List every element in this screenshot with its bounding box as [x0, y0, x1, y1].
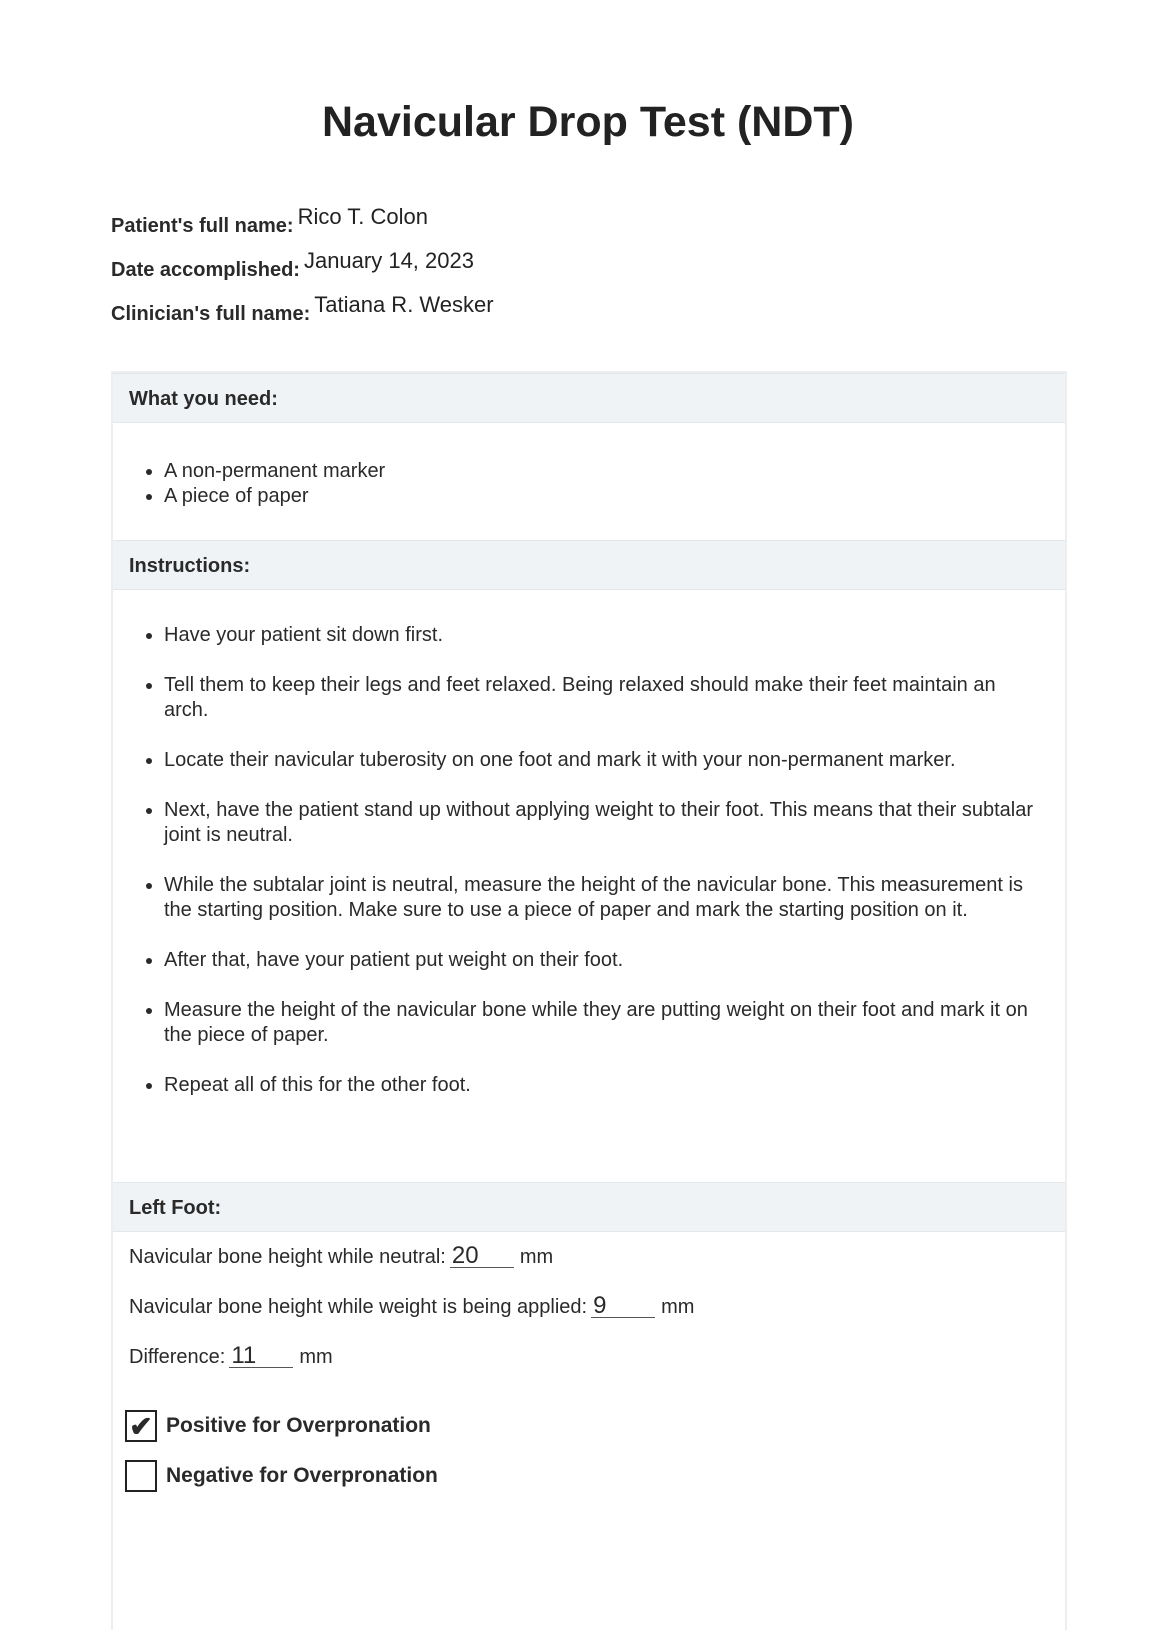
list-item: • Repeat all of this for the other foot.: [164, 1073, 1044, 1098]
list-item: • While the subtalar joint is neutral, measure the height of the navicular bone. This measurement is the starting position. Make sure to use a piece of paper and mark the starting position on it.: [164, 873, 1044, 923]
list-item: • Tell them to keep their legs and feet relaxed. Being relaxed should make their feet maintain an arch.: [164, 673, 1044, 723]
left-foot-heading: Left Foot:: [113, 1182, 1065, 1232]
list-item: • Have your patient sit down first.: [164, 623, 1044, 648]
field-value[interactable]: Tatiana R. Wesker: [314, 292, 494, 317]
row-label: Navicular bone height while weight is being applied:: [129, 1296, 588, 1318]
row-label: Navicular bone height while neutral:: [129, 1246, 446, 1268]
positive-overpronation-checkbox[interactable]: [125, 1410, 431, 1442]
weighted-height-input[interactable]: 9: [591, 1295, 655, 1318]
what-you-need-list: [113, 459, 1044, 509]
field-value[interactable]: Rico T. Colon: [297, 204, 429, 229]
list-item: • A piece of paper: [164, 484, 1044, 509]
list-item: • Next, have the patient stand up without applying weight to their foot. This means that their subtalar joint is neutral.: [164, 798, 1044, 848]
checkbox-label: Negative for Overpronation: [166, 1464, 438, 1487]
patient-name-field: [111, 204, 429, 238]
checkbox-label: Positive for Overpronation: [166, 1414, 431, 1437]
weighted-height-row: [129, 1292, 695, 1319]
checkmark-icon[interactable]: ✔: [125, 1410, 157, 1442]
negative-overpronation-checkbox[interactable]: [125, 1460, 438, 1492]
instructions-list: [113, 623, 1044, 1123]
row-label: Difference:: [129, 1346, 226, 1368]
list-item: • After that, have your patient put weight on their foot.: [164, 948, 1044, 973]
unit-label: mm: [661, 1296, 695, 1318]
unit-label: mm: [519, 1246, 554, 1268]
form-box: [111, 371, 1067, 1630]
checkbox-icon[interactable]: [125, 1460, 157, 1492]
field-label: Date accomplished:: [111, 259, 300, 281]
list-item: • A non-permanent marker: [164, 459, 1044, 484]
unit-label: mm: [299, 1346, 333, 1368]
clinician-name-field: [111, 292, 494, 326]
field-label: Clinician's full name:: [111, 303, 311, 325]
list-item: • Measure the height of the navicular bone while they are putting weight on their foot and mark it on the piece of paper.: [164, 998, 1044, 1048]
difference-input[interactable]: 11: [229, 1345, 293, 1368]
neutral-height-row: [129, 1242, 554, 1269]
field-value[interactable]: January 14, 2023: [303, 248, 474, 273]
neutral-height-input[interactable]: 20: [450, 1245, 514, 1268]
instructions-heading: Instructions:: [113, 540, 1065, 590]
difference-row: [129, 1342, 333, 1369]
what-you-need-heading: What you need:: [113, 373, 1065, 423]
field-label: Patient's full name:: [111, 215, 294, 237]
page-title: Navicular Drop Test (NDT): [322, 98, 854, 146]
list-item: • Locate their navicular tuberosity on one foot and mark it with your non-permanent marker.: [164, 748, 1044, 773]
date-field: [111, 248, 474, 282]
